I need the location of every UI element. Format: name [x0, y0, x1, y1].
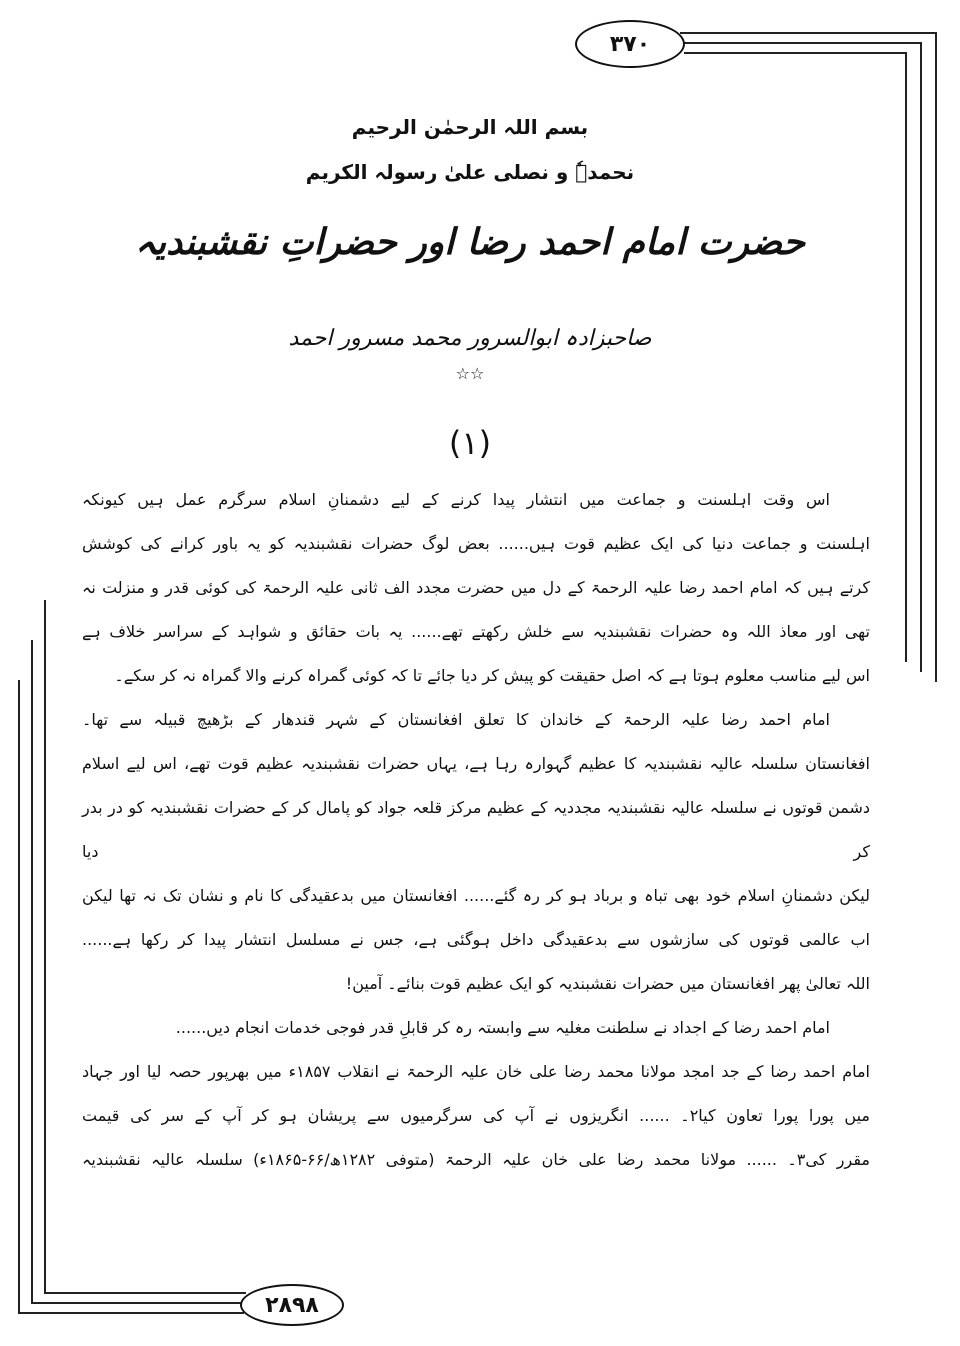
border-line-bottom-1: [18, 1312, 244, 1314]
body-line: افغانستان سلسلہ عالیہ نقشبندیہ کا عظیم گہوارہ رہا ہے، یہاں حضرات نقشبندیہ عظیم قوت تھے، اس لیے اسلام: [82, 754, 871, 773]
border-line-left-1: [18, 680, 20, 1312]
page-number-top-text: ۳۷۰: [609, 31, 651, 57]
author-name: صاحبزادہ ابوالسرور محمد مسرور احمد: [288, 326, 652, 351]
section-number: (۱): [448, 424, 492, 462]
body-line: تھی اور معاذ اللہ وہ حضرات نقشبندیہ سے خلش رکھتے تھے...... یہ بات حقائق و شواہد کے سراسر خلاف ہے: [82, 622, 870, 641]
page-number-bottom-text: ۲۸۹۸: [265, 1292, 319, 1318]
body-line: اس وقت اہلسنت و جماعت میں انتشار پیدا کرنے کے لیے دشمنانِ اسلام سرگرم عمل ہیں کیونکہ: [82, 490, 830, 509]
border-line-top-1: [680, 32, 935, 34]
stars-ornament: ☆☆: [455, 364, 485, 383]
border-line-right-2: [920, 42, 922, 672]
body-line: کرتے ہیں کہ امام احمد رضا علیہ الرحمۃ کے دل میں حضرت مجدد الف ثانی علیہ الرحمۃ کی کوئی قدر و منزلت نہ: [82, 578, 870, 597]
article-title: حضرت امام احمد رضا اور حضراتِ نقشبندیہ: [135, 222, 805, 263]
border-line-left-2: [31, 640, 33, 1302]
body-line: امام احمد رضا کے اجداد نے سلطنت مغلیہ سے وابستہ رہ کر قابلِ قدر فوجی خدمات انجام دیں......: [175, 1018, 830, 1037]
body-line: دشمن قوتوں نے سلسلہ عالیہ نقشبندیہ مجددیہ کے عظیم مرکز قلعہ جواد کو پامال کر کے حضرات نقشبندیہ کو در بدر کر دیا: [82, 798, 870, 861]
page-number-bottom: [240, 1284, 344, 1326]
article-body: [82, 478, 870, 1182]
border-line-right-1: [935, 32, 937, 682]
body-line: امام احمد رضا علیہ الرحمۃ کے خاندان کا تعلق افغانستان کے شہر قندھار کے بڑھیچ قبیلہ سے تھا۔: [82, 710, 830, 729]
border-line-bottom-2: [31, 1302, 243, 1304]
border-line-bottom-3: [44, 1292, 246, 1294]
body-line: میں پورا پورا تعاون کیا۲۔ ...... انگریزوں نے آپ کی سرگرمیوں سے پریشان ہو کر آپ کے سر کی قیمت: [82, 1106, 871, 1125]
border-line-top-2: [684, 42, 920, 44]
body-line: اس لیے مناسب معلوم ہوتا ہے کہ اصل حقیقت کو پیش کر دیا جائے تا کہ کوئی گمراہ کرنے والا گمراہ نہ کر سکے۔: [114, 666, 870, 685]
border-line-left-3: [44, 600, 46, 1292]
border-line-right-3: [905, 52, 907, 662]
body-line: اہلسنت و جماعت دنیا کی ایک عظیم قوت ہیں...... بعض لوگ حضرات نقشبندیہ کو یہ باور کرانے کی کوشش: [82, 534, 870, 553]
body-line: اب عالمی قوتوں کی سازشوں سے بدعقیدگی داخل ہوگئی ہے، جس نے مسلسل انتشار پیدا کر رکھا ہے......: [82, 930, 870, 949]
border-line-top-3: [684, 52, 905, 54]
salutation: نحمدہٗ و نصلی علیٰ رسولہ الکریم: [305, 160, 635, 184]
bismillah: بسم اللہ الرحمٰن الرحیم: [351, 115, 589, 139]
body-line: امام احمد رضا کے جد امجد مولانا محمد رضا علی خان علیہ الرحمۃ نے انقلاب ۱۸۵۷ء میں بھرپور حصہ لیا اور جہاد: [82, 1062, 870, 1081]
body-line: مقرر کی۳۔ ...... مولانا محمد رضا علی خان علیہ الرحمۃ (متوفی ۱۲۸۲ھ/۶۶-۱۸۶۵ء) سلسلہ عالیہ نقشبندیہ: [82, 1150, 870, 1169]
body-line: اللہ تعالیٰ پھر افغانستان میں حضرات نقشبندیہ کو ایک عظیم قوت بنائے۔ آمین!: [345, 974, 870, 993]
body-line: لیکن دشمنانِ اسلام خود بھی تباہ و برباد ہو کر رہ گئے...... افغانستان میں بدعقیدگی کا نام و نشان تک نہ تھا لیکن: [82, 886, 870, 905]
page-number-top: [575, 20, 685, 68]
